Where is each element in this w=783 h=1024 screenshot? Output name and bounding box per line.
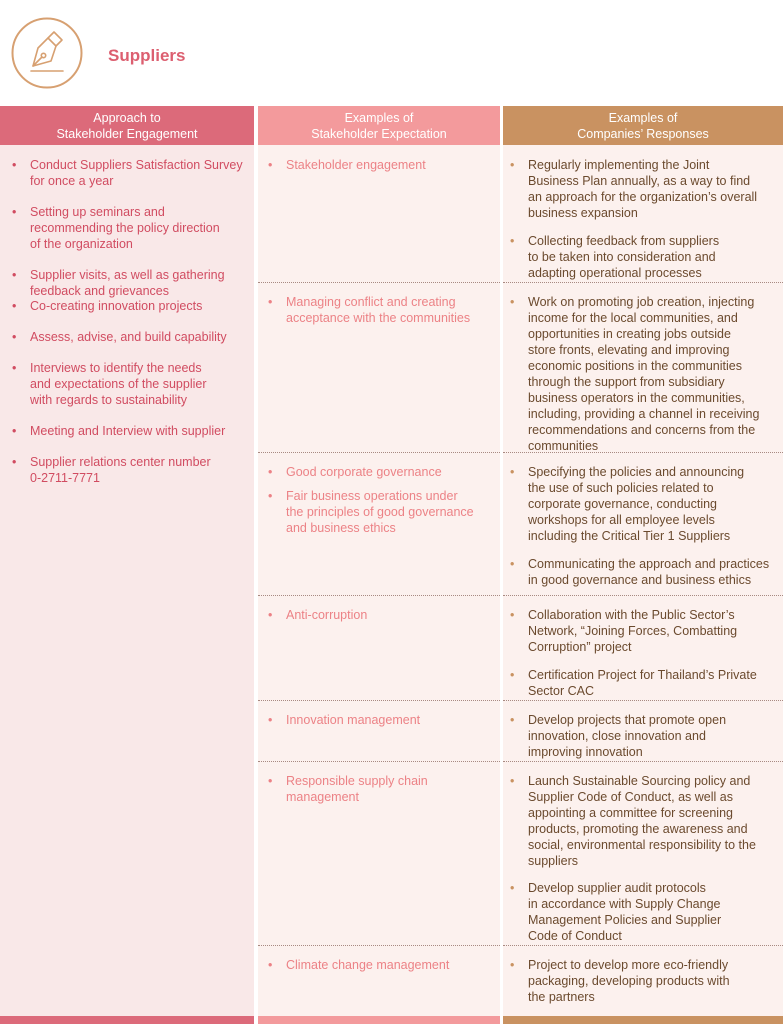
response-item: • Project to develop more eco-friendly packaging, developing products with the partners	[510, 958, 730, 1004]
bullet-icon: •	[12, 158, 17, 172]
row-divider	[503, 452, 783, 453]
bullet-icon: •	[510, 713, 515, 727]
expectation-list	[258, 145, 500, 1017]
bullet-icon: •	[510, 774, 515, 788]
expectation-item: • Responsible supply chain management	[268, 774, 428, 804]
response-item: • Communicating the approach and practices in good governance and business ethics	[510, 557, 770, 587]
column-header-approach: Approach to Stakeholder Engagement	[0, 106, 254, 145]
list-item: • Supplier visits, as well as gathering feedback and grievances	[12, 268, 225, 298]
bullet-icon: •	[12, 361, 17, 375]
bullet-icon: •	[268, 295, 273, 309]
expectation-item: • Innovation management	[268, 713, 421, 727]
bullet-icon: •	[268, 713, 273, 727]
row-divider	[503, 595, 783, 596]
bullet-icon: •	[510, 668, 515, 682]
responses-list	[503, 145, 783, 1017]
column-footer-bar	[0, 1016, 254, 1024]
column-header-responses: Examples of Companies’ Responses	[503, 106, 783, 145]
expectation-item: • Managing conflict and creating acceptance with the communities	[268, 295, 471, 325]
bullet-icon: •	[268, 958, 273, 972]
bullet-icon: •	[510, 465, 515, 479]
expectation-item: • Stakeholder engagement	[268, 158, 426, 172]
column-footer-bar	[258, 1016, 500, 1024]
row-divider	[503, 761, 783, 762]
column-header-expectation: Examples of Stakeholder Expectation	[258, 106, 500, 145]
list-item: • Assess, advise, and build capability	[12, 330, 227, 344]
bullet-icon: •	[510, 295, 515, 309]
bullet-icon: •	[510, 958, 515, 972]
bullet-icon: •	[12, 424, 17, 438]
bullet-icon: •	[268, 465, 273, 479]
bullet-icon: •	[510, 881, 515, 895]
bullet-icon: •	[268, 774, 273, 788]
column-footer-bar	[503, 1016, 783, 1024]
expectation-item: • Climate change management	[268, 958, 450, 972]
response-item: • Collaboration with the Public Sector’s Network, “Joining Forces, Combatting Corruption” project	[510, 608, 738, 654]
expectation-item: • Anti-corruption	[268, 608, 368, 622]
list-item: • Interviews to identify the needs and expectations of the supplier with regards to sustainability	[12, 361, 207, 407]
response-item: • Launch Sustainable Sourcing policy and Supplier Code of Conduct, as well as appointing a committee for screening products, promoting the awareness and social, environmental responsibility to the suppliers	[510, 774, 756, 868]
bullet-icon: •	[12, 299, 17, 313]
page-title: Suppliers	[108, 46, 186, 65]
bullet-icon: •	[268, 608, 273, 622]
response-item: • Develop supplier audit protocols in accordance with Supply Change Management Policies and Supplier Code of Conduct	[510, 881, 722, 943]
pen-icon	[11, 17, 83, 89]
column-responses	[503, 106, 783, 1004]
list-item: • Meeting and Interview with supplier	[12, 424, 226, 438]
column-approach	[0, 106, 254, 485]
expectation-item: • Good corporate governance	[268, 465, 442, 479]
response-item: • Specifying the policies and announcing the use of such policies related to corporate governance, conducting workshops for all employee levels including the Critical Tier 1 Suppliers	[510, 465, 745, 543]
approach-list	[0, 145, 254, 1017]
bullet-icon: •	[12, 268, 17, 282]
response-item: • Work on promoting job creation, injecting income for the local communities, and opportunities in creating jobs outside store fronts, elevating and improving economic positions in the communities through the support from subsidiary business operators in the communities, including, providing a channel in receiving recommendations and concerns from the communities	[510, 295, 760, 453]
row-divider	[258, 700, 500, 701]
bullet-icon: •	[510, 557, 515, 571]
response-item: • Regularly implementing the Joint Business Plan annually, as a way to find an approach for the organization’s overall business expansion	[510, 158, 758, 220]
bullet-icon: •	[12, 330, 17, 344]
row-divider	[258, 761, 500, 762]
response-item: • Certification Project for Thailand’s Private Sector CAC	[510, 668, 757, 698]
bullet-icon: •	[510, 158, 515, 172]
row-divider	[258, 945, 500, 946]
row-divider	[258, 282, 500, 283]
row-divider	[258, 595, 500, 596]
bullet-icon: •	[268, 158, 273, 172]
row-divider	[503, 282, 783, 283]
list-item: • Supplier relations center number 0-2711-7771	[12, 455, 211, 485]
bullet-icon: •	[12, 455, 17, 469]
expectation-item: • Fair business operations under the principles of good governance and business ethics	[268, 489, 474, 535]
row-divider	[258, 452, 500, 453]
bullet-icon: •	[268, 489, 273, 503]
response-item: • Develop projects that promote open innovation, close innovation and improving innovation	[510, 713, 727, 759]
response-item: • Collecting feedback from suppliers to be taken into consideration and adapting operational processes	[510, 234, 720, 280]
list-item: • Setting up seminars and recommending the policy direction of the organization	[12, 205, 220, 251]
bullet-icon: •	[510, 608, 515, 622]
column-expectation	[258, 106, 500, 972]
bullet-icon: •	[510, 234, 515, 248]
list-item: • Conduct Suppliers Satisfaction Survey for once a year	[12, 158, 243, 188]
row-divider	[503, 945, 783, 946]
bullet-icon: •	[12, 205, 17, 219]
list-item: • Co-creating innovation projects	[12, 299, 203, 313]
section-header	[0, 0, 783, 106]
row-divider	[503, 700, 783, 701]
